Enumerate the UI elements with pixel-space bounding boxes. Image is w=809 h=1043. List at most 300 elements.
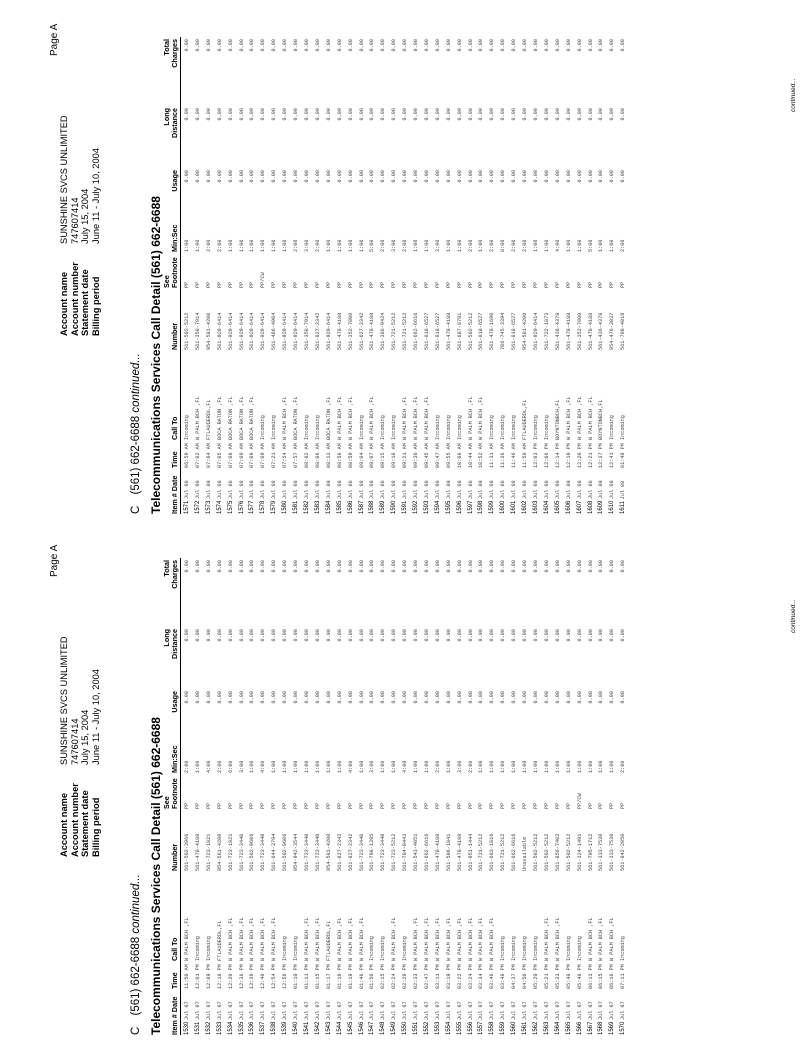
cell-long-distance: 0.00: [369, 629, 376, 642]
cell-item-number: 1609: [598, 500, 605, 514]
col-usage: Usage: [163, 168, 181, 212]
phone-heading: [130, 353, 142, 514]
cell-item: [313, 468, 324, 514]
cell-item: [487, 989, 498, 1035]
cell-item-number: 1569: [609, 1021, 616, 1035]
cell-min-sec: 1:00: [554, 760, 561, 773]
cell-time: 11:46 AM: [511, 443, 518, 468]
cell-date: Jul 08: [184, 480, 190, 499]
cell-total-charges: 0.00: [554, 560, 561, 573]
cell-item-number: 1585: [336, 500, 343, 514]
cell-item-number: 1595: [445, 500, 452, 514]
cell-number: 561-827-2342: [314, 312, 321, 350]
cell-min-sec: 3:00: [303, 239, 310, 252]
cell-footnote: PP: [413, 802, 420, 809]
col-total: Total: [162, 39, 171, 56]
cell-call-to: Incoming: [533, 415, 539, 440]
cell-footnote: PP: [445, 802, 452, 809]
cell-time: 11:31 AM: [489, 443, 496, 468]
cell-footnote: PP: [478, 802, 485, 809]
cell-item-number: 1584: [325, 500, 332, 514]
col-call-to: Call To: [163, 350, 181, 440]
cell-total-charges: 0.00: [565, 39, 572, 52]
cell-footnote: PP: [282, 281, 289, 288]
table-row: [258, 37, 269, 514]
table-row: [367, 37, 378, 514]
cell-total-charges: 0.00: [271, 560, 278, 573]
col-time: Time: [163, 440, 181, 468]
cell-time: 06:13 PM: [587, 964, 594, 989]
cell-usage: 0.00: [293, 170, 300, 183]
cell-date: Jul 08: [402, 480, 409, 499]
cell-footnote: PP: [314, 281, 321, 288]
cell-footnote: PP: [500, 802, 507, 809]
cell-date: Jul 08: [336, 480, 343, 499]
cell-date: Jul 08: [511, 480, 518, 499]
cell-usage: 0.00: [500, 691, 507, 704]
cell-footnote: PP: [260, 802, 267, 809]
cell-item: [324, 989, 335, 1035]
cell-number: 954-942-3544: [293, 833, 300, 871]
cell-min-sec: 1:00: [413, 239, 420, 252]
cell-date: Jul 07: [303, 1001, 310, 1020]
cell-total-charges: 0.00: [303, 39, 310, 52]
cell-long-distance: 0.00: [303, 108, 310, 121]
cell-item: [520, 468, 531, 514]
cell-long-distance: 0.00: [445, 629, 452, 642]
cell-time: 12:41 PM: [609, 443, 616, 468]
cell-long-distance: 0.00: [336, 108, 343, 121]
cell-date: Jul 07: [478, 1001, 485, 1020]
cell-footnote: PP: [413, 281, 420, 288]
table-row: [542, 558, 553, 1035]
cell-time: 03:34 PM: [478, 964, 485, 989]
col-footnote-label: Footnote: [170, 257, 179, 288]
cell-date: Jul 07: [205, 1001, 212, 1020]
cell-total-charges: 0.00: [336, 560, 343, 573]
col-long: Long: [162, 629, 171, 647]
cell-item-number: 1580: [282, 500, 289, 514]
cell-total-charges: 0.00: [402, 560, 409, 573]
cell-total-charges: 0.00: [522, 39, 529, 52]
cell-item-number: 1582: [303, 500, 310, 514]
cell-long-distance: 0.00: [489, 629, 496, 642]
cell-total-charges: 0.00: [227, 560, 234, 573]
cell-long-distance: 0.00: [314, 629, 321, 642]
cell-min-sec: 2:00: [380, 239, 387, 252]
cell-time: 12:36 PM: [238, 964, 245, 989]
table-row: [422, 558, 433, 1035]
cell-call-to: W PALM BCH ,FL: [587, 917, 594, 961]
cell-item: [455, 468, 466, 514]
cell-usage: 0.00: [609, 170, 616, 183]
table-row: [498, 37, 509, 514]
cell-call-to: W PALM BCH ,FL: [336, 396, 343, 440]
cell-long-distance: 0.00: [260, 629, 267, 642]
cell-number: 561-929-6414: [293, 312, 300, 350]
cell-long-distance: 0.00: [423, 629, 430, 642]
cell-footnote: PP: [609, 802, 616, 809]
cell-call-to: W PALM BCH ,FL: [434, 917, 441, 961]
cell-usage: 0.00: [271, 691, 278, 704]
cell-footnote: PP: [336, 281, 343, 288]
cell-date: Jul 07: [402, 1001, 409, 1020]
table-row: [247, 558, 258, 1035]
cell-number: 561-798-4019: [620, 312, 627, 350]
cell-number: 561-502-5212: [467, 312, 474, 350]
cell-total-charges: 0.00: [249, 39, 256, 52]
cell-total-charges: 0.00: [293, 39, 300, 52]
cell-time: 08:13 AM: [325, 443, 332, 468]
cell-item: [531, 468, 542, 514]
cell-item-number: 1566: [576, 1021, 583, 1035]
cell-number: 561-352-7000: [347, 312, 354, 350]
cell-footnote: PP: [402, 281, 409, 288]
cell-total-charges: 0.00: [205, 560, 212, 573]
cell-min-sec: 2:00: [467, 239, 474, 252]
cell-usage: 0.00: [620, 691, 627, 704]
cell-total-charges: 0.00: [369, 39, 376, 52]
cell-number: 561-929-6414: [325, 312, 332, 350]
cell-call-to: W PALM BCH ,FL: [271, 917, 278, 961]
cell-usage: 0.00: [543, 170, 550, 183]
cell-min-sec: 1:00: [609, 239, 616, 252]
cell-number: 561-929-6414: [227, 312, 234, 350]
cell-number: 954-581-4200: [522, 312, 529, 350]
cell-footnote: PP: [587, 802, 594, 809]
cell-item: [269, 468, 280, 514]
continued-label: continued...: [130, 874, 142, 934]
cell-min-sec: 2:00: [293, 239, 300, 252]
cell-usage: 0.00: [598, 170, 605, 183]
cell-min-sec: 1:00: [260, 239, 267, 252]
cell-item: [476, 468, 487, 514]
cell-long-distance: 0.00: [369, 108, 376, 121]
cell-total-charges: 0.00: [598, 560, 605, 573]
cell-date: Jul 08: [587, 480, 594, 499]
cell-date: Jul 07: [620, 1001, 627, 1020]
cell-item: [586, 989, 597, 1035]
cell-total-charges: 0.00: [456, 560, 463, 573]
cell-usage: 0.00: [194, 691, 201, 704]
cell-footnote: PP: [434, 802, 441, 809]
cell-total-charges: 0.00: [533, 39, 539, 52]
cell-footnote: PP: [391, 802, 398, 809]
cell-usage: 0.00: [554, 691, 561, 704]
cell-item-number: 1558: [489, 1021, 496, 1035]
cell-long-distance: 0.00: [238, 629, 245, 642]
cell-long-distance: 0.00: [402, 108, 409, 121]
cell-total-charges: 0.00: [620, 39, 627, 52]
cell-total-charges: 0.00: [358, 39, 365, 52]
cell-item-number: 1533: [216, 1021, 223, 1035]
cell-usage: 0.00: [369, 170, 376, 183]
cell-min-sec: 8:00: [500, 239, 507, 252]
table-row: [280, 558, 291, 1035]
cell-item: [237, 468, 248, 514]
cell-time: 02:33 PM: [413, 964, 420, 989]
cell-number: 561-929-6414: [260, 312, 267, 350]
cell-call-to: Incoming: [434, 415, 441, 440]
phone-heading: [130, 874, 142, 1035]
col-long-distance: [163, 106, 181, 168]
cell-time: 12:21 PM: [587, 443, 594, 468]
table-row: [400, 558, 411, 1035]
cell-total-charges: 0.00: [303, 560, 310, 573]
cell-item-number: 1575: [227, 500, 234, 514]
cell-date: Jul 08: [205, 480, 212, 499]
cell-number: 561-723-3440: [238, 833, 245, 871]
cell-item: [520, 989, 531, 1035]
cell-date: Jul 08: [445, 480, 452, 499]
cell-time: 03:19 PM: [445, 964, 452, 989]
col-item-date: Item # Date: [163, 989, 181, 1035]
table-row: [346, 37, 357, 514]
cell-min-sec: 2:00: [216, 239, 223, 252]
cell-item-number: 1565: [565, 1021, 572, 1035]
cell-usage: 0.00: [336, 691, 343, 704]
cell-min-sec: 1:00: [478, 239, 485, 252]
cell-call-to: W PALM BCH ,FL: [467, 917, 474, 961]
cell-long-distance: 0.00: [314, 108, 321, 121]
cell-min-sec: 1:00: [445, 239, 452, 252]
cell-total-charges: 0.00: [282, 560, 289, 573]
cell-usage: 0.00: [205, 170, 212, 183]
cell-item: [237, 989, 248, 1035]
cell-call-to: Incoming: [500, 415, 507, 440]
table-row: [531, 558, 542, 1035]
cell-call-to: BOCA RATON ,FL: [216, 396, 223, 440]
cell-time: 12:01 PM: [194, 964, 201, 989]
cell-item: [378, 989, 389, 1035]
cell-number: 561-502-9606: [282, 833, 289, 871]
cell-item: [542, 468, 553, 514]
cell-call-to: Incoming: [293, 936, 300, 961]
cell-item-number: 1593: [423, 500, 430, 514]
cell-min-sec: 1:00: [249, 239, 256, 252]
cell-min-sec: 1:00: [347, 239, 354, 252]
cell-item: [215, 989, 226, 1035]
call-detail-table: [163, 558, 629, 1035]
cell-total-charges: 0.00: [467, 39, 474, 52]
cell-call-to: W PALM BCH ,FL: [369, 396, 376, 440]
cell-footnote: PP/CW: [260, 272, 267, 288]
account-number-label: Account number: [69, 262, 80, 336]
cell-min-sec: 1:00: [489, 760, 496, 773]
cell-call-to: W PALM BCH ,FL: [467, 396, 474, 440]
cell-time: 07:57 AM: [293, 443, 300, 468]
cell-min-sec: 1:00: [314, 760, 321, 773]
cell-long-distance: 0.00: [184, 629, 190, 642]
cell-item: [531, 989, 542, 1035]
cell-date: Jul 08: [194, 480, 201, 499]
cell-item: [324, 468, 335, 514]
cell-item: [367, 989, 378, 1035]
cell-date: Jul 08: [227, 480, 234, 499]
cell-call-to: Incoming: [303, 415, 310, 440]
cell-number: 561-352-7000: [576, 312, 583, 350]
cell-time: 07:54 AM: [282, 443, 289, 468]
cell-long-distance: 0.00: [467, 108, 474, 121]
cell-time: 04:37 PM: [511, 964, 518, 989]
table-row: [181, 37, 193, 514]
cell-item: [258, 468, 269, 514]
cell-total-charges: 0.00: [391, 39, 398, 52]
cell-footnote: PP: [522, 802, 529, 809]
cell-call-to: Incoming: [282, 936, 289, 961]
table-row: [509, 37, 520, 514]
cell-footnote: PP: [380, 802, 387, 809]
cell-total-charges: 0.00: [489, 560, 496, 573]
cell-call-to: W PALM BCH ,FL: [336, 917, 343, 961]
cell-item-number: 1550: [402, 1021, 409, 1035]
cell-time: 01:19 PM: [347, 964, 354, 989]
phone-number: (561) 662-6688: [130, 936, 142, 1016]
cell-call-to: W PALM BCH ,FL: [184, 917, 190, 961]
cell-call-to: W PALM BCH ,FL: [413, 396, 420, 440]
cell-long-distance: 0.00: [500, 108, 507, 121]
table-row: [531, 37, 542, 514]
cell-number: 561-723-3440: [380, 833, 387, 871]
cell-min-sec: 6:00: [227, 760, 234, 773]
cell-min-sec: 2:00: [216, 760, 223, 773]
cell-usage: 0.00: [609, 691, 616, 704]
table-row: [607, 558, 618, 1035]
cell-date: Jul 08: [216, 480, 223, 499]
cell-date: Jul 07: [598, 1001, 605, 1020]
table-row: [520, 558, 531, 1035]
cell-item-number: 1553: [434, 1021, 441, 1035]
cell-item: [498, 468, 509, 514]
cell-item: [378, 468, 389, 514]
cell-usage: 0.00: [576, 170, 583, 183]
cell-usage: 0.00: [554, 170, 561, 183]
cell-long-distance: 0.00: [184, 108, 190, 121]
cell-footnote: PP: [609, 281, 616, 288]
cell-long-distance: 0.00: [303, 629, 310, 642]
table-row: [564, 558, 575, 1035]
cell-min-sec: 1:00: [511, 760, 518, 773]
cell-time: 12:40 PM: [260, 964, 267, 989]
cell-min-sec: 1:00: [423, 239, 430, 252]
cell-usage: 0.00: [423, 170, 430, 183]
cell-call-to: BOYNTONBCH,FL: [554, 399, 561, 440]
cell-time: 12:09 PM: [205, 964, 212, 989]
cell-total-charges: 0.00: [478, 560, 485, 573]
cell-number: 561-784-0443: [402, 833, 409, 871]
table-row: [302, 558, 313, 1035]
cell-time: 10:52 AM: [478, 443, 485, 468]
cell-item: [411, 989, 422, 1035]
cell-number: 954-581-4200: [325, 833, 332, 871]
cell-date: Jul 08: [423, 480, 430, 499]
cell-usage: 0.00: [522, 691, 529, 704]
cell-item-number: 1552: [423, 1021, 430, 1035]
col-min-sec: Min:Sec: [163, 212, 181, 252]
cell-time: 09:15 AM: [380, 443, 387, 468]
cell-item: [433, 468, 444, 514]
cell-time: 10:44 AM: [467, 443, 474, 468]
cell-footnote: PP: [358, 802, 365, 809]
cell-footnote: PP: [380, 281, 387, 288]
table-row: [520, 37, 531, 514]
cell-min-sec: 1:00: [358, 760, 365, 773]
cell-item: [575, 989, 586, 1035]
cell-footnote: PP: [423, 802, 430, 809]
cell-min-sec: 1:00: [533, 239, 539, 252]
cell-usage: 0.00: [489, 691, 496, 704]
cell-usage: 0.00: [249, 691, 256, 704]
cell-usage: 0.00: [271, 170, 278, 183]
table-row: [313, 37, 324, 514]
cell-min-sec: 4:00: [260, 760, 267, 773]
table-row: [215, 37, 226, 514]
cell-number: 561-723-3440: [314, 833, 321, 871]
cell-time: 12:20 PM: [227, 964, 234, 989]
cell-date: Jul 08: [533, 480, 539, 499]
cell-long-distance: 0.00: [402, 629, 409, 642]
cell-time: 09:04 AM: [358, 443, 365, 468]
cell-date: Jul 07: [271, 1001, 278, 1020]
cell-total-charges: 0.00: [402, 39, 409, 52]
cell-item-number: 1606: [565, 500, 572, 514]
cell-long-distance: 0.00: [609, 108, 616, 121]
cell-number: 561-721-5212: [500, 833, 507, 871]
cell-item: [476, 989, 487, 1035]
cell-date: Jul 07: [325, 1001, 332, 1020]
cell-footnote: PP: [184, 802, 190, 809]
cell-date: Jul 08: [260, 480, 267, 499]
statement-date-label: Statement date: [80, 269, 90, 336]
cell-usage: 0.00: [511, 170, 518, 183]
cell-usage: 0.00: [565, 170, 572, 183]
cell-min-sec: 1:00: [184, 239, 190, 252]
cell-total-charges: 0.00: [478, 39, 485, 52]
cell-total-charges: 0.00: [565, 560, 572, 573]
cell-time: 09:45 AM: [423, 443, 430, 468]
cell-usage: 0.00: [511, 691, 518, 704]
cell-date: Jul 08: [467, 480, 474, 499]
cell-total-charges: 0.00: [587, 560, 594, 573]
cell-min-sec: 2:00: [314, 239, 321, 252]
cell-long-distance: 0.00: [609, 629, 616, 642]
cell-call-to: W PALM BCH ,FL: [303, 917, 310, 961]
cell-item: [357, 468, 368, 514]
cell-footnote: PP: [336, 802, 343, 809]
cell-number: 561-722-1873: [543, 312, 550, 350]
cell-item: [280, 468, 291, 514]
cell-usage: 0.00: [347, 170, 354, 183]
cell-long-distance: 0.00: [543, 629, 550, 642]
cell-call-to: Incoming: [445, 415, 452, 440]
cell-min-sec: 1:00: [576, 239, 583, 252]
cell-usage: 0.00: [478, 691, 485, 704]
cell-time: 01:46 PM: [358, 964, 365, 989]
cell-time: 07:02 AM: [194, 443, 201, 468]
cell-time: 07:09 AM: [238, 443, 245, 468]
cell-item: [596, 468, 607, 514]
cell-number: 561-324-1491: [576, 833, 583, 871]
cell-min-sec: 1:00: [456, 239, 463, 252]
cell-date: Jul 07: [587, 1001, 594, 1020]
cell-item: [367, 468, 378, 514]
cell-item-number: 1568: [598, 1021, 605, 1035]
cell-total-charges: 0.00: [184, 39, 190, 52]
cell-call-to: Incoming: [565, 936, 572, 961]
cell-number: 561-842-2050: [620, 833, 627, 871]
cell-min-sec: 1:00: [325, 760, 332, 773]
cell-date: Jul 07: [456, 1001, 463, 1020]
